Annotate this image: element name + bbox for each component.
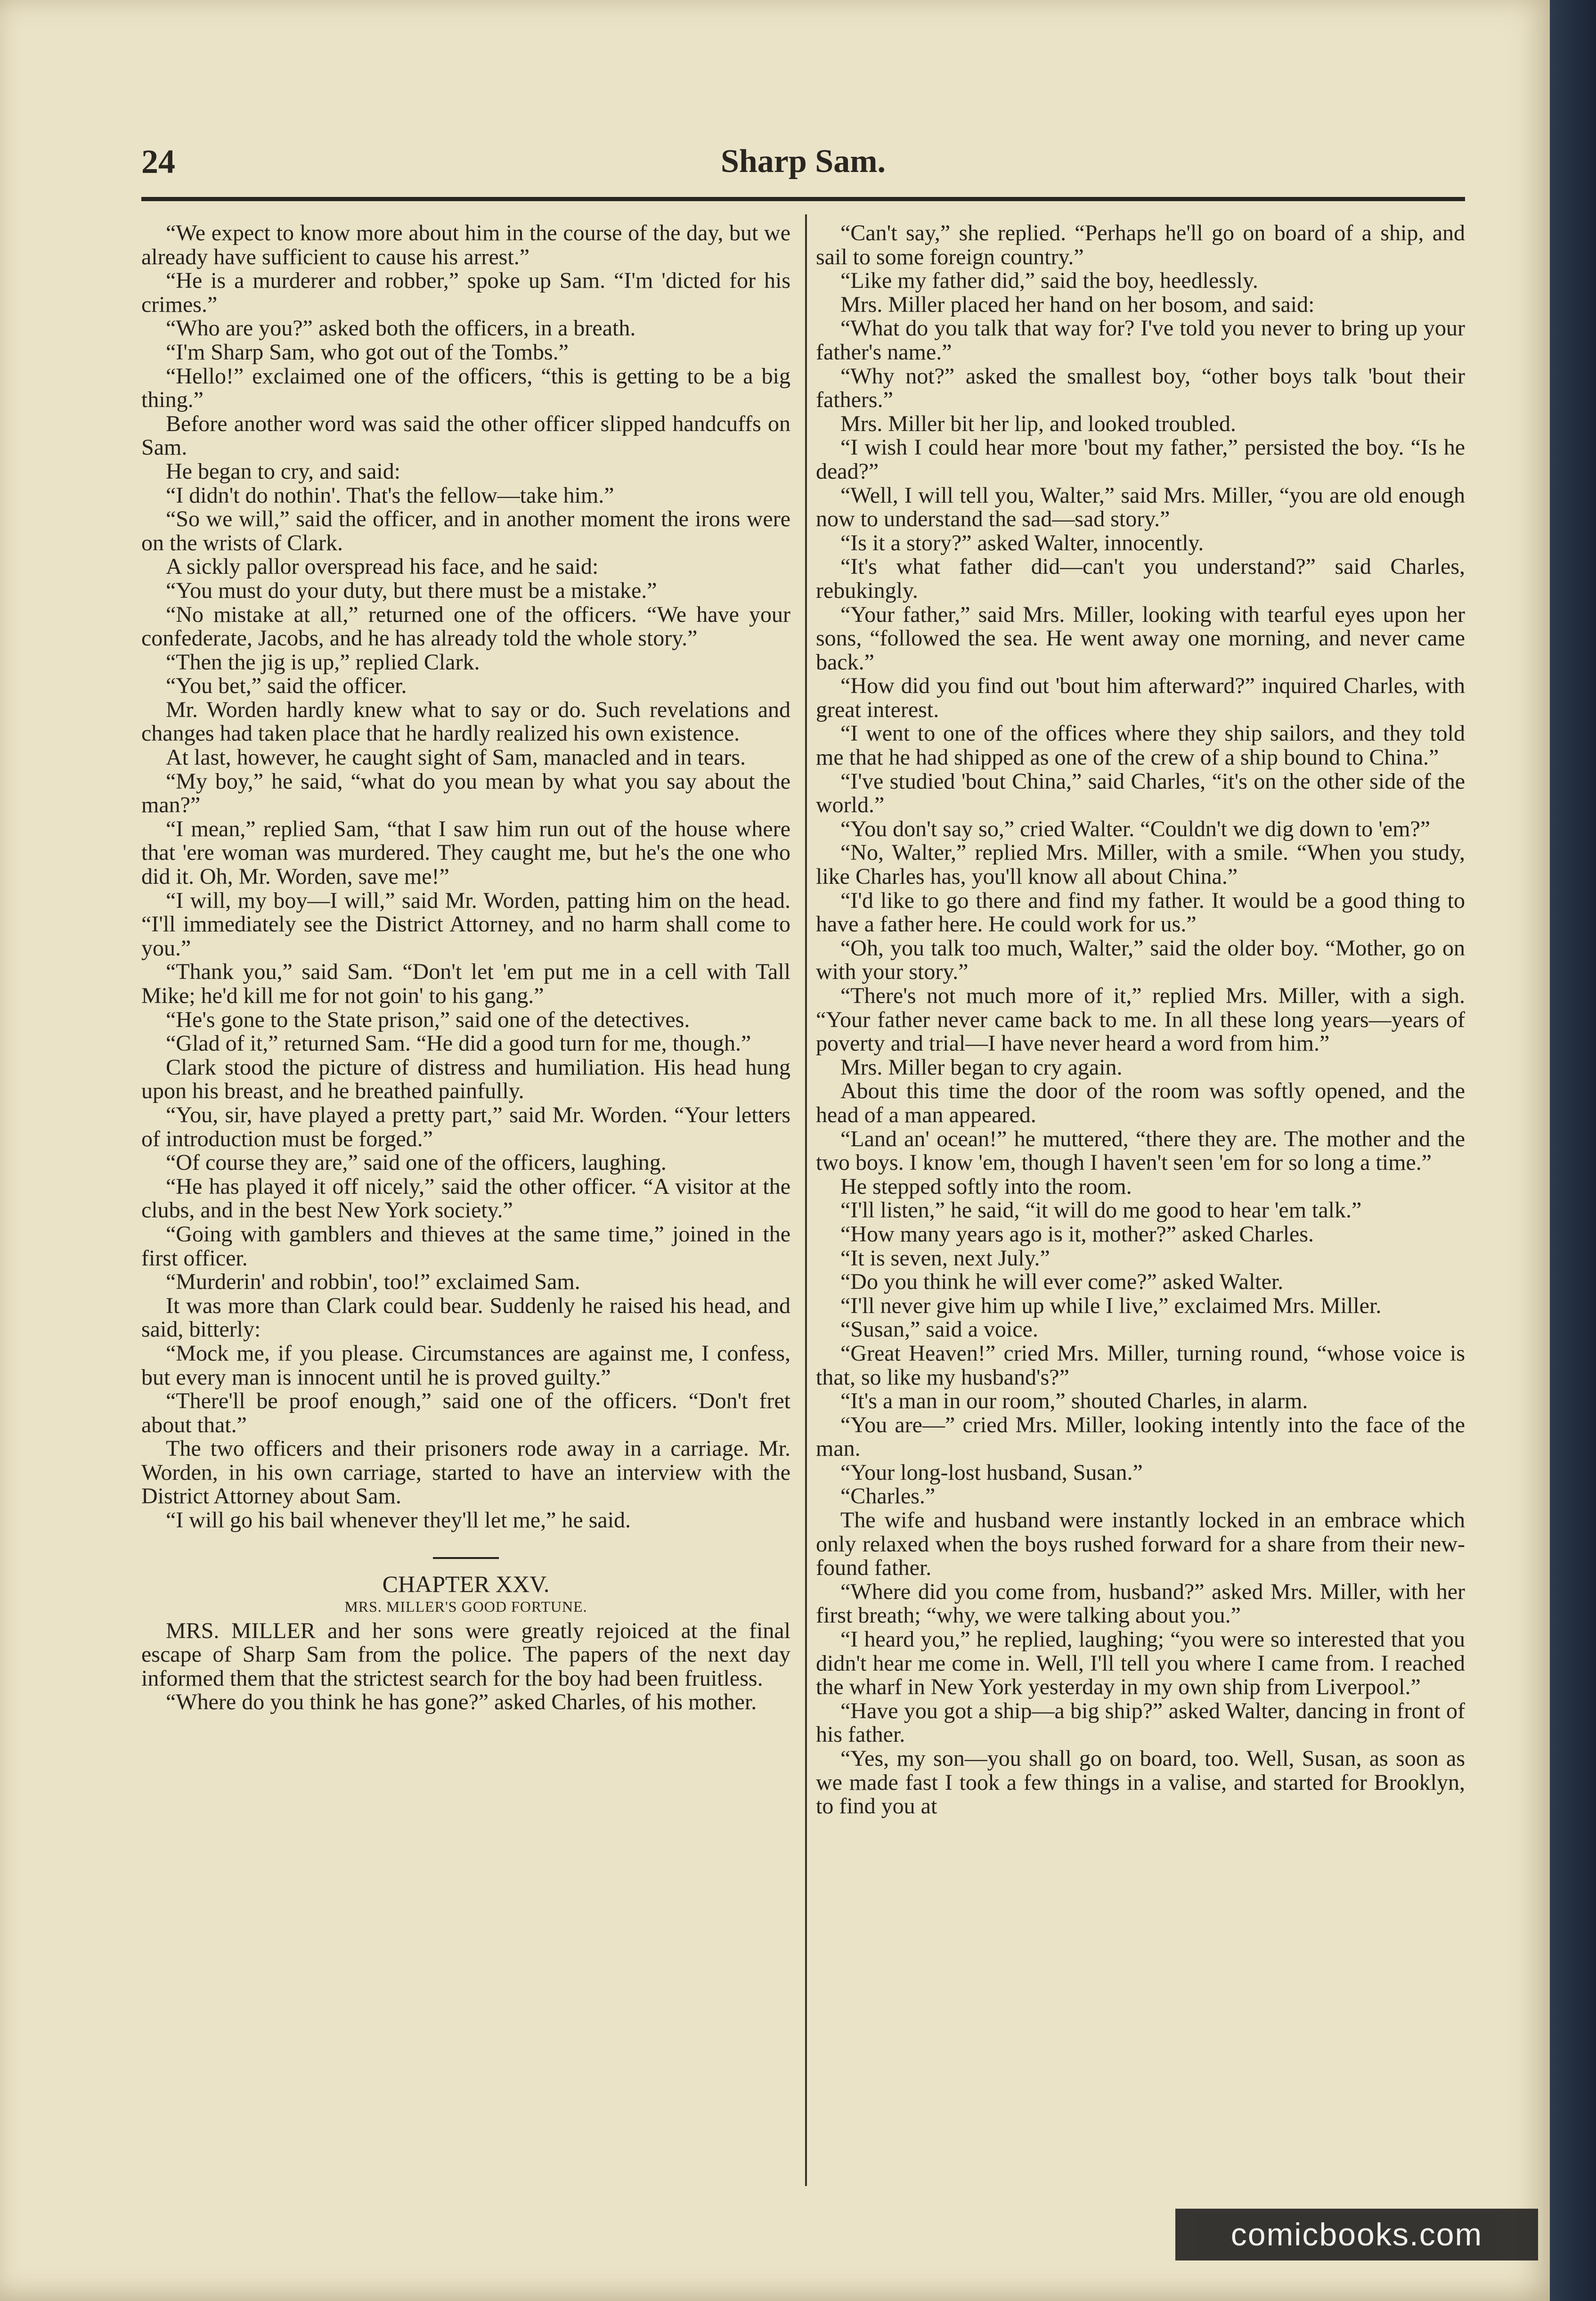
paragraph: “There's not much more of it,” replied Mrs. Miller, with a sigh. “Your father never came back to me. In all these long years—years of poverty and trial—I have never heard a word from him.” <box>816 983 1465 1056</box>
paragraph: “Thank you,” said Sam. “Don't let 'em put me in a cell with Tall Mike; he'd kill me for not goin' to his gang.” <box>141 959 790 1008</box>
paragraph: “You bet,” said the officer. <box>166 673 407 699</box>
paragraph: “Then the jig is up,” replied Clark. <box>166 649 480 675</box>
paragraph: MRS. MILLER and her sons were greatly rejoiced at the final escape of Sharp Sam from the police. The papers of the next day informed them that the strictest search for the boy had been fruitless. <box>141 1618 790 1691</box>
paragraph: “Hello!” exclaimed one of the officers, “this is getting to be a big thing.” <box>141 363 790 413</box>
paragraph: “He has played it off nicely,” said the other officer. “A visitor at the clubs, and in the best New York society.” <box>141 1174 790 1223</box>
paragraph: “Glad of it,” returned Sam. “He did a good turn for me, though.” <box>166 1031 751 1056</box>
page-number: 24 <box>141 143 175 180</box>
running-title: Sharp Sam. <box>720 143 886 180</box>
paragraph: “Susan,” said a voice. <box>840 1317 1038 1342</box>
paragraph: “I'll listen,” he said, “it will do me good to hear 'em talk.” <box>840 1198 1362 1223</box>
paragraph: Mrs. Miller began to cry again. <box>840 1054 1123 1080</box>
paragraph: “Murderin' and robbin', too!” exclaimed Sam. <box>166 1269 580 1295</box>
paragraph: “I will, my boy—I will,” said Mr. Worden, patting him on the head. “I'll immediately see the District Attorney, and no harm shall come to you.” <box>141 888 790 961</box>
paragraph: “He's gone to the State prison,” said one of the detectives. <box>166 1007 690 1032</box>
paragraph: “What do you talk that way for? I've told you never to bring up your father's name.” <box>816 316 1465 365</box>
paragraph: A sickly pallor overspread his face, and he said: <box>166 554 599 579</box>
paragraph: He began to cry, and said: <box>166 458 401 484</box>
page-header <box>141 136 1465 188</box>
paragraph: “He is a murderer and robber,” spoke up Sam. “I'm 'dicted for his crimes.” <box>141 268 790 317</box>
paragraph: “Charles.” <box>840 1484 936 1509</box>
paragraph: “Is it a story?” asked Walter, innocently. <box>840 530 1204 555</box>
paragraph: “Where did you come from, husband?” asked Mrs. Miller, with her first breath; “why, we were talking about you.” <box>816 1579 1465 1628</box>
paragraph: “We expect to know more about him in the course of the day, but we already have sufficient to cause his arrest.” <box>141 221 790 269</box>
paragraph: “Going with gamblers and thieves at the same time,” joined in the first officer. <box>141 1221 790 1271</box>
paragraph: “Have you got a ship—a big ship?” asked Walter, dancing in front of his father. <box>816 1698 1465 1747</box>
paragraph: “Oh, you talk too much, Walter,” said the older boy. “Mother, go on with your story.” <box>816 935 1465 985</box>
paragraph: “So we will,” said the officer, and in another moment the irons were on the wrists of Clark. <box>141 506 790 555</box>
paragraph: Mrs. Miller placed her hand on her bosom, and said: <box>840 292 1315 317</box>
paragraph: “I'd like to go there and find my father. It would be a good thing to have a father here. He could work for us.” <box>816 888 1465 937</box>
paragraph: About this time the door of the room was softly opened, and the head of a man appeared. <box>816 1078 1465 1127</box>
paragraph: “Great Heaven!” cried Mrs. Miller, turning round, “whose voice is that, so like my husband's?” <box>816 1340 1465 1390</box>
paragraph: “I mean,” replied Sam, “that I saw him run out of the house where that 'ere woman was murdered. They caught me, but he's the one who did it. Oh, Mr. Worden, save me!” <box>141 816 790 889</box>
left-paragraphs <box>141 221 790 1533</box>
paragraph: “Who are you?” asked both the officers, in a breath. <box>166 316 636 341</box>
paragraph: The two officers and their prisoners rode away in a carriage. Mr. Worden, in his own carriage, started to have an interview with the District Attorney about Sam. <box>141 1436 790 1509</box>
paragraph: “My boy,” he said, “what do you mean by what you say about the man?” <box>141 768 790 818</box>
paragraph: “Why not?” asked the smallest boy, “other boys talk 'bout their fathers.” <box>816 363 1465 413</box>
paragraph: The wife and husband were instantly locked in an embrace which only relaxed when the boys rushed forward for a share from their new-found father. <box>816 1508 1465 1581</box>
paragraph: “Your long-lost husband, Susan.” <box>840 1460 1143 1485</box>
paragraph: “Land an' ocean!” he muttered, “there they are. The mother and the two boys. I know 'em, though I haven't seen 'em for so long a time.” <box>816 1126 1465 1175</box>
paragraph: “Like my father did,” said the boy, heedlessly. <box>840 268 1258 294</box>
chapter-paragraphs <box>141 1619 790 1714</box>
paragraph: “It's a man in our room,” shouted Charles, in alarm. <box>840 1388 1308 1414</box>
paragraph: “I'm Sharp Sam, who got out of the Tombs.” <box>166 339 569 365</box>
paragraph: Mrs. Miller bit her lip, and looked troubled. <box>840 411 1236 436</box>
paragraph: “You are—” cried Mrs. Miller, looking intently into the face of the man. <box>816 1412 1465 1461</box>
right-text-column <box>816 221 1465 2191</box>
paragraph: “I heard you,” he replied, laughing; “you were so interested that you didn't hear me come in. Well, I'll tell you where I came from. I reached the wharf in New York yesterday in my own ship from Liverpool.” <box>816 1627 1465 1700</box>
paragraph: “I didn't do nothin'. That's the fellow—take him.” <box>166 482 614 508</box>
paragraph: “Can't say,” she replied. “Perhaps he'll go on board of a ship, and sail to some foreign country.” <box>816 221 1465 269</box>
chapter-heading: CHAPTER XXV. <box>382 1570 550 1597</box>
paragraph: “How did you find out 'bout him afterward?” inquired Charles, with great interest. <box>816 673 1465 722</box>
paragraph: “Yes, my son—you shall go on board, too. Well, Susan, as soon as we made fast I took a few things in a valise, and started for Brooklyn, to find you at <box>816 1746 1465 1819</box>
paragraph: “No mistake at all,” returned one of the officers. “We have your confederate, Jacobs, and he has already told the whole story.” <box>141 602 790 651</box>
paragraph: “I'll never give him up while I live,” exclaimed Mrs. Miller. <box>840 1293 1382 1318</box>
paragraph: “I will go his bail whenever they'll let me,” he said. <box>166 1508 631 1533</box>
paragraph: He stepped softly into the room. <box>840 1174 1132 1199</box>
paragraph: “Where do you think he has gone?” asked Charles, of his mother. <box>166 1689 757 1715</box>
paragraph: “Well, I will tell you, Walter,” said Mrs. Miller, “you are old enough now to understand the sad—sad story.” <box>816 482 1465 532</box>
paragraph: “Mock me, if you please. Circumstances are against me, I confess, but every man is innocent until he is proved guilty.” <box>141 1340 790 1390</box>
chapter-rule <box>433 1557 499 1559</box>
paragraph: “I went to one of the offices where they ship sailors, and they told me that he had shipped as one of the crew of a ship bound to China.” <box>816 721 1465 770</box>
paragraph: “Your father,” said Mrs. Miller, looking with tearful eyes upon her sons, “followed the sea. He went away one morning, and never came back.” <box>816 602 1465 675</box>
paragraph: “There'll be proof enough,” said one of the officers. “Don't fret about that.” <box>141 1388 790 1437</box>
paragraph: Clark stood the picture of distress and humiliation. His head hung upon his breast, and he breathed painfully. <box>141 1054 790 1104</box>
header-rule <box>141 197 1465 201</box>
paragraph: “You don't say so,” cried Walter. “Couldn't we dig down to 'em?” <box>840 816 1431 841</box>
paragraph: “It is seven, next July.” <box>840 1245 1050 1271</box>
site-watermark: comicbooks.com <box>1175 2209 1538 2260</box>
paragraph: Mr. Worden hardly knew what to say or do. Such revelations and changes had taken place that he hardly realized his own existence. <box>141 697 790 746</box>
paragraph: Before another word was said the other officer slipped handcuffs on Sam. <box>141 411 790 460</box>
paragraph: “No, Walter,” replied Mrs. Miller, with a smile. “When you study, like Charles has, you'll know all about China.” <box>816 840 1465 889</box>
paragraph: “You must do your duty, but there must be a mistake.” <box>166 578 657 603</box>
left-text-column <box>141 221 790 2191</box>
column-divider <box>805 214 807 2186</box>
paragraph: “I wish I could hear more 'bout my father,” persisted the boy. “Is he dead?” <box>816 435 1465 484</box>
paragraph: “Do you think he will ever come?” asked Walter. <box>840 1269 1284 1295</box>
paragraph: “You, sir, have played a pretty part,” said Mr. Worden. “Your letters of introduction must be forged.” <box>141 1102 790 1151</box>
paragraph: “Of course they are,” said one of the officers, laughing. <box>166 1150 667 1175</box>
paragraph: “It's what father did—can't you understand?” said Charles, rebukingly. <box>816 554 1465 603</box>
paragraph: It was more than Clark could bear. Suddenly he raised his head, and said, bitterly: <box>141 1293 790 1342</box>
paragraph: At last, however, he caught sight of Sam, manacled and in tears. <box>166 745 746 770</box>
paragraph: “How many years ago is it, mother?” asked Charles. <box>840 1221 1314 1247</box>
chapter-subtitle: MRS. MILLER'S GOOD FORTUNE. <box>344 1598 587 1615</box>
right-paragraphs <box>816 221 1465 1819</box>
paragraph: “I've studied 'bout China,” said Charles, “it's on the other side of the world.” <box>816 768 1465 818</box>
book-cover-edge <box>1550 0 1596 2301</box>
